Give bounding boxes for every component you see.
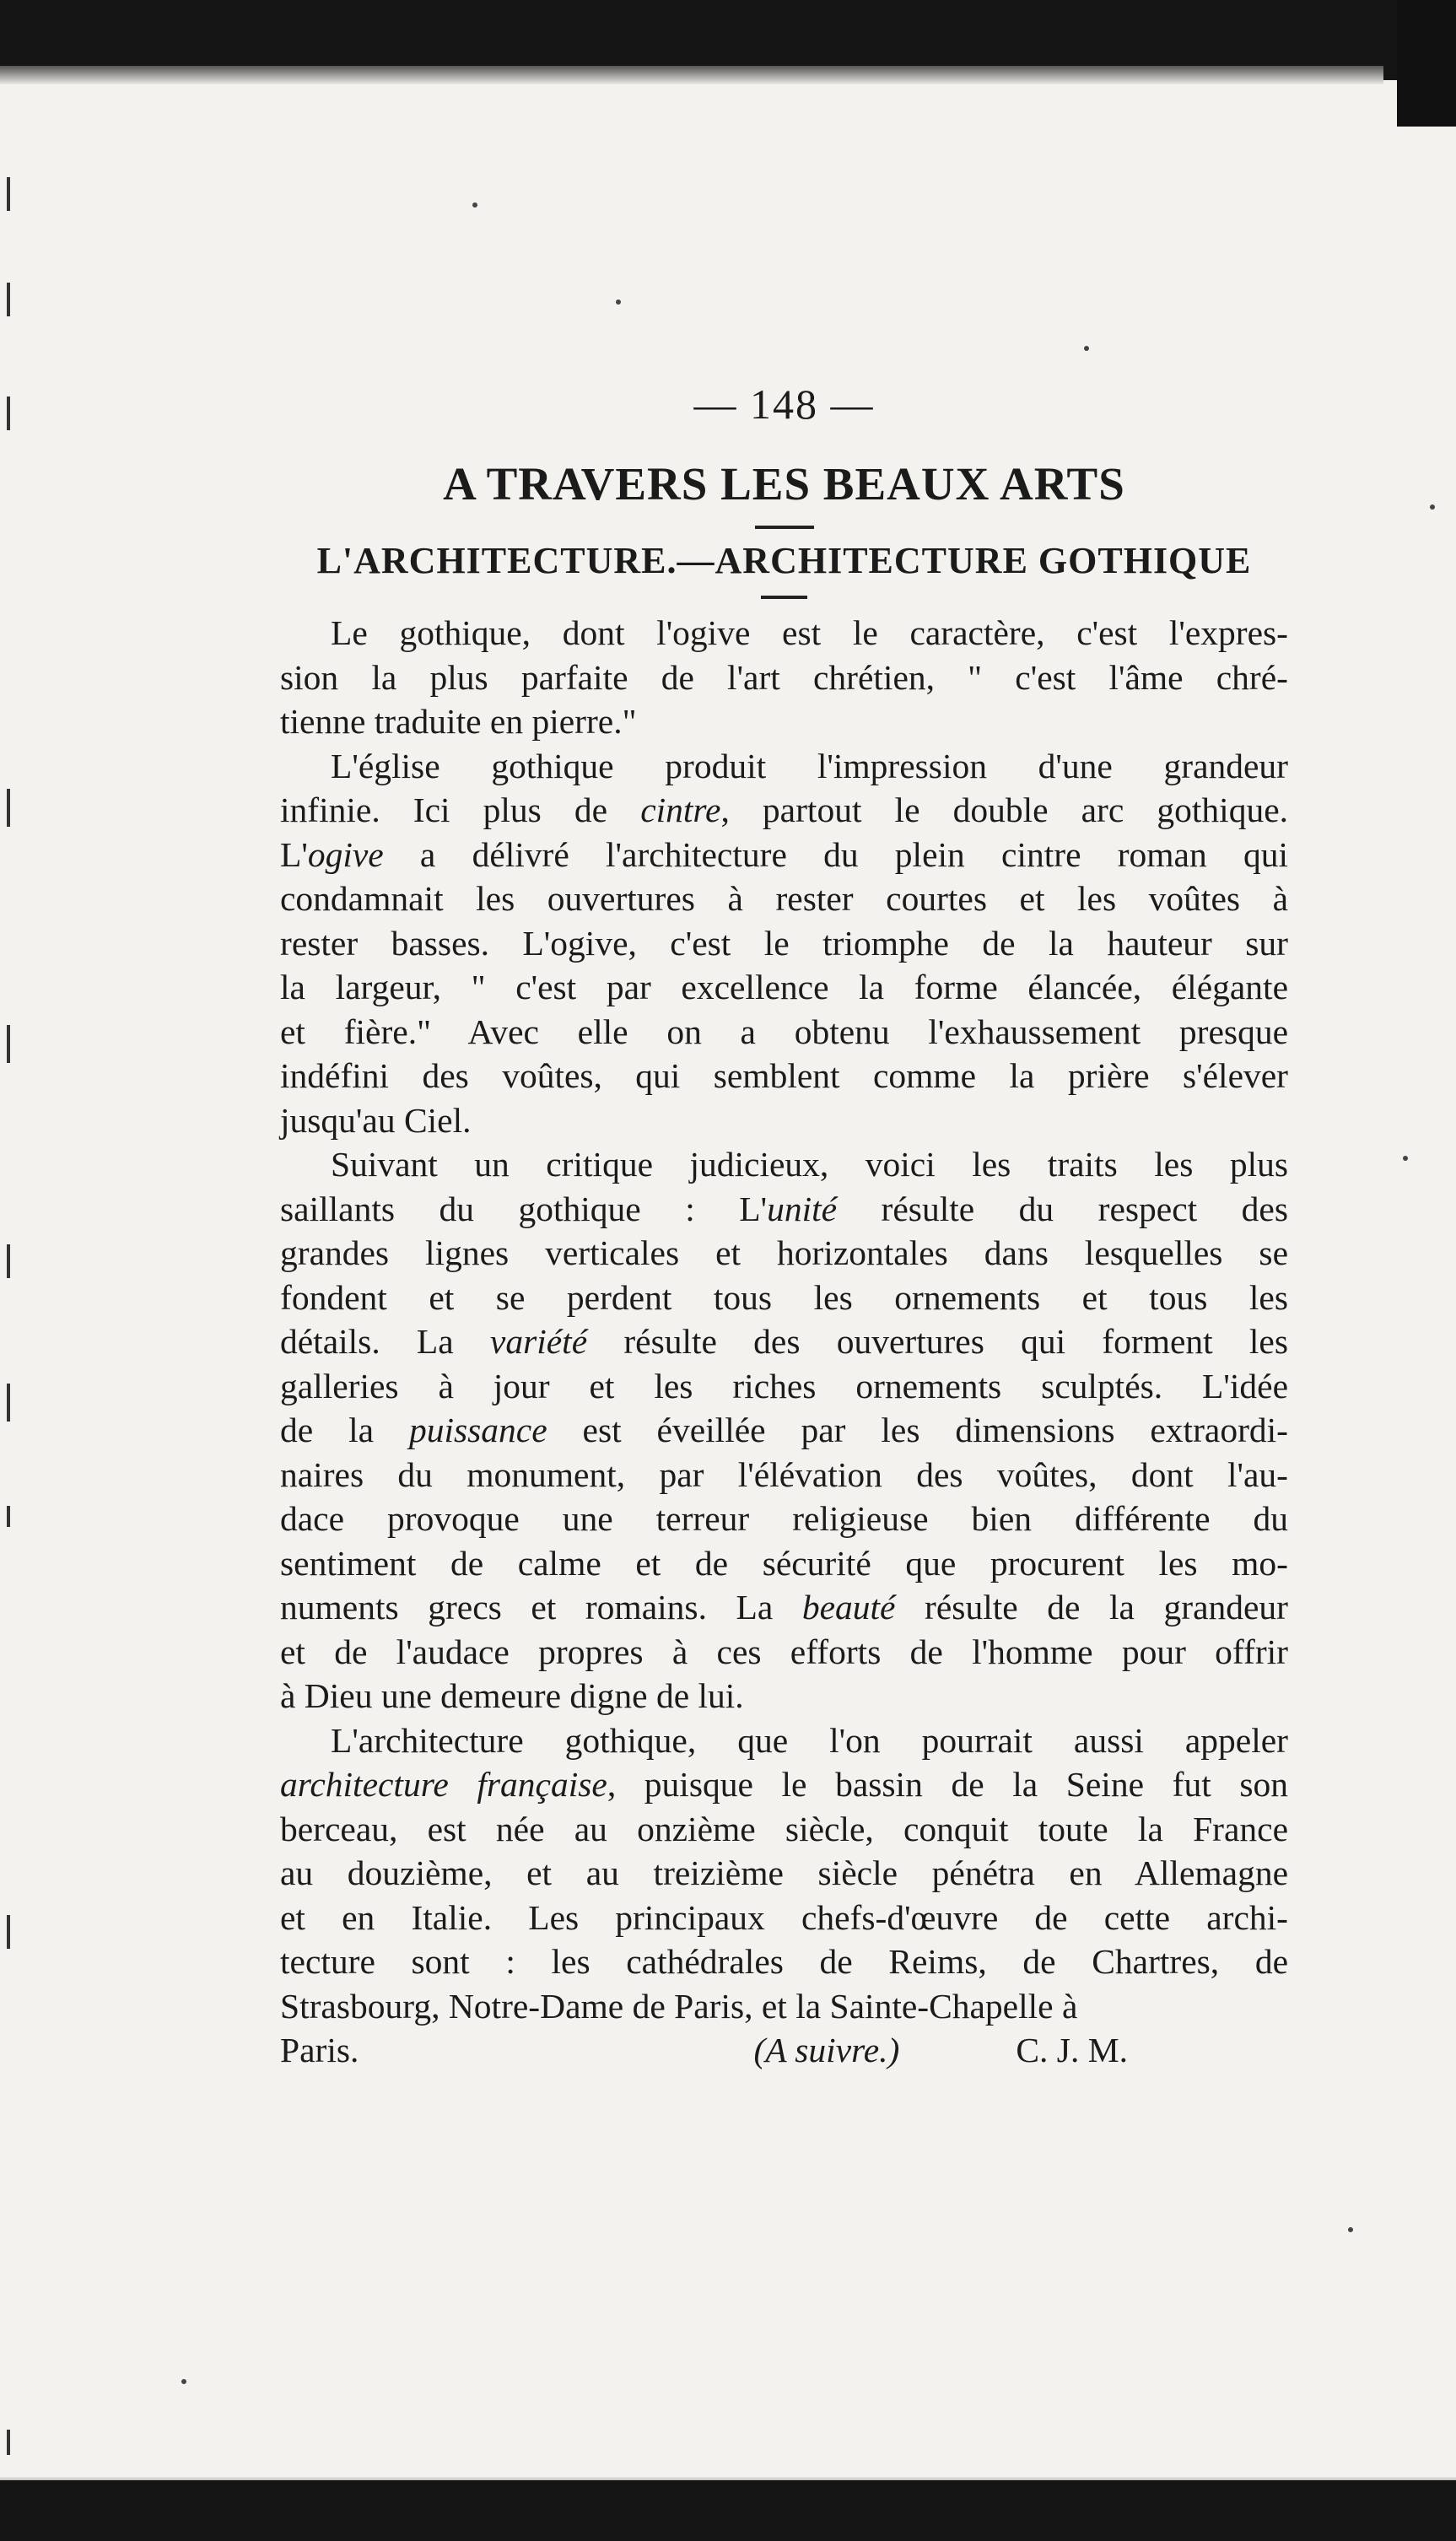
text-line: grandes lignes verticales et horizontales dans lesquelles se <box>280 1233 1288 1272</box>
continuation-note: (A suivre.) <box>753 2031 900 2069</box>
speck <box>1084 346 1089 351</box>
text-line: tienne traduite en pierre." <box>280 702 637 741</box>
speck <box>472 202 477 208</box>
article-body <box>280 611 1288 2028</box>
top-right-scan-mark <box>1397 0 1456 127</box>
text-line: au douzième, et au treizième siècle pénétra en Allemagne <box>280 1853 1288 1892</box>
top-scan-shadow <box>0 66 1383 84</box>
closing-line <box>280 2028 1288 2073</box>
text-line: indéfini des voûtes, qui semblent comme la prière s'élever <box>280 1056 1288 1095</box>
text-line: et en Italie. Les principaux chefs-d'œuvre de cette archi- <box>280 1897 1288 1937</box>
text-line: berceau, est née au onzième siècle, conquit toute la France <box>280 1809 1288 1848</box>
text-line: rester basses. L'ogive, c'est le triomphe de la hauteur sur <box>280 923 1288 963</box>
text-line: condamnait les ouvertures à rester courtes et les voûtes à <box>280 879 1288 918</box>
text-line: et de l'audace propres à ces efforts de l'homme pour offrir <box>280 1632 1288 1671</box>
text-line: dace provoque une terreur religieuse bien différente du <box>280 1499 1288 1538</box>
text-line: L'ogive a délivré l'architecture du plein cintre roman qui <box>280 834 1288 874</box>
text-line: architecture française, puisque le bassin de la Seine fut son <box>280 1765 1288 1804</box>
subtitle-divider <box>761 596 807 599</box>
text-line: numents grecs et romains. La beauté résulte de la grandeur <box>280 1588 1289 1627</box>
text-line: Suivant un critique judicieux, voici les traits les plus <box>331 1145 1288 1184</box>
speck <box>1430 504 1435 510</box>
text-line: détails. La variété résulte des ouvertures qui forment les <box>280 1322 1288 1361</box>
text-line: Strasbourg, Notre-Dame de Paris, et la Sainte-Chapelle à <box>280 1986 1078 2026</box>
speck <box>1348 2227 1353 2232</box>
speck <box>1403 1156 1408 1161</box>
article-title: A TRAVERS LES BEAUX ARTS <box>443 458 1125 510</box>
paragraph <box>280 611 1288 744</box>
text-line: naires du monument, par l'élévation des voûtes, dont l'au- <box>280 1454 1288 1494</box>
text-line: la largeur, " c'est par excellence la forme élancée, élégante <box>280 968 1288 1006</box>
paragraph <box>280 744 1288 1143</box>
text-line: L'église gothique produit l'impression d'une grandeur <box>331 746 1288 785</box>
text-line: L'architecture gothique, que l'on pourrait aussi appeler <box>331 1720 1288 1760</box>
text-line: fondent et se perdent tous les ornements et tous les <box>280 1277 1288 1317</box>
paragraph <box>280 1142 1288 1718</box>
text-line: et fière." Avec elle on a obtenu l'exhaussement presque <box>280 1012 1288 1051</box>
document-page <box>280 380 1288 2073</box>
text-line: à Dieu une demeure digne de lui. <box>280 1676 744 1715</box>
bottom-scan-border <box>0 2480 1456 2541</box>
speck <box>181 2379 186 2384</box>
text-line: sion la plus parfaite de l'art chrétien, " c'est l'âme chré- <box>280 657 1288 697</box>
text-line: saillants du gothique : L'unité résulte du respect des <box>280 1189 1288 1228</box>
text-line: jusqu'au Ciel. <box>280 1100 472 1140</box>
paragraph <box>280 1718 1288 2029</box>
text-line: Le gothique, dont l'ogive est le caractère, c'est l'expres- <box>331 613 1288 652</box>
closing-word: Paris. <box>280 2031 359 2069</box>
text-line: galleries à jour et les riches ornements sculptés. L'idée <box>280 1366 1288 1405</box>
text-line: sentiment de calme et de sécurité que procurent les mo- <box>280 1543 1288 1583</box>
page-number: — 148 — <box>693 380 875 428</box>
text-line: infinie. Ici plus de cintre, partout le double arc gothique. <box>280 790 1288 829</box>
text-line: de la puissance est éveillée par les dimensions extraordi- <box>280 1411 1288 1449</box>
article-subtitle: L'ARCHITECTURE.—ARCHITECTURE GOTHIQUE <box>316 540 1252 581</box>
title-divider <box>755 526 814 529</box>
text-line: tecture sont : les cathédrales de Reims, de Chartres, de <box>280 1942 1288 1981</box>
signature: C. J. M. <box>1016 2031 1128 2069</box>
speck <box>616 299 621 305</box>
